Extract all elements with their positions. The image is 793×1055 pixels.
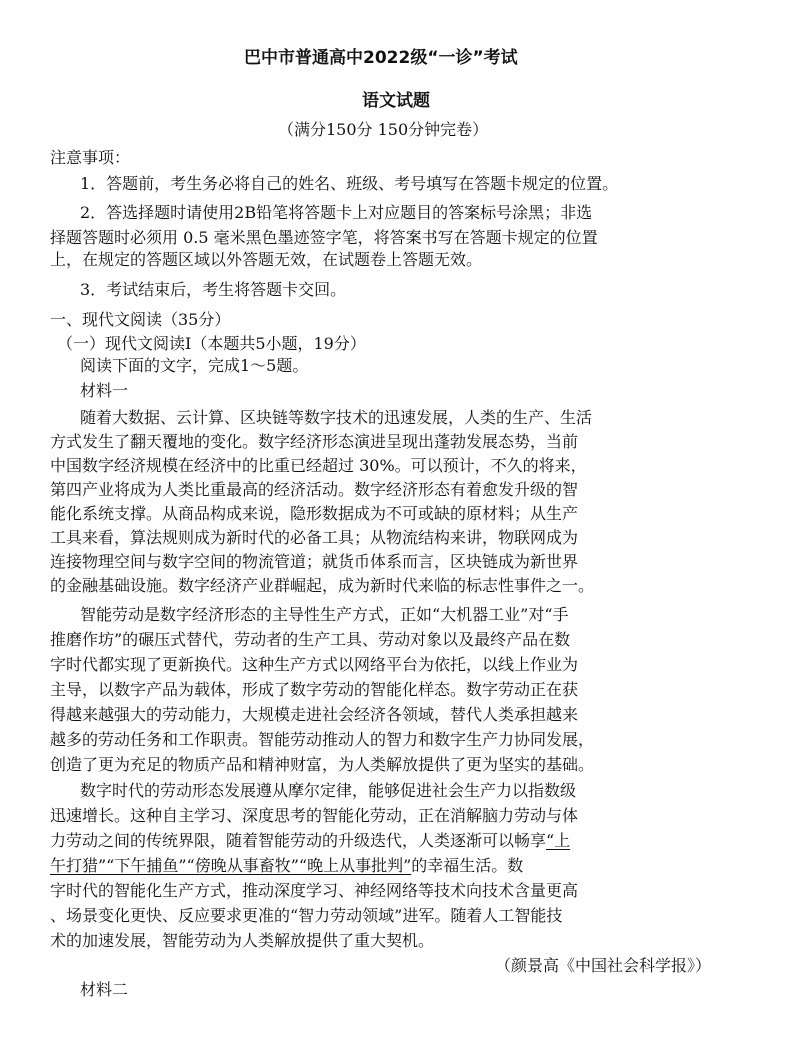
section-heading-part1: 一、现代文阅读（35分） xyxy=(50,310,231,329)
passage-line: 随着大数据、云计算、区块链等数字技术的迅速发展，人类的生产、生活 xyxy=(80,408,593,427)
passage-line: 创造了更为充足的物质产品和精神财富，为人类解放提供了更为坚实的基础。 xyxy=(50,755,595,774)
passage-line: 第四产业将成为人类比重最高的经济活动。数字经济形态有着愈发升级的智 xyxy=(50,480,579,499)
passage-line: 能化系统支撑。从商品构成来说，隐形数据成为不可或缺的原材料；从生产 xyxy=(50,504,579,523)
passage-line: 连接物理空间与数字空间的物流管道；就货币体系而言，区块链成为新世界 xyxy=(50,552,579,571)
notice-item-2-line-2: 择题答题时必须用 0.5 毫米黑色墨迹签字笔，将答案书写在答题卡规定的位置 xyxy=(50,228,598,247)
notice-item-2-line-1: 2．答选择题时请使用2B铅笔将答题卡上对应题目的答案标号涂黑；非选 xyxy=(80,203,593,222)
passage-line: 术的加速发展，智能劳动为人类解放提供了重大契机。 xyxy=(50,931,435,950)
passage-line: 越多的劳动任务和工作职责。智能劳动推动人的智力和数字生产力协同发展， xyxy=(50,730,595,749)
passage-line: 迅速增长。这种自主学习、深度思考的智能化劳动，正在消解脑力劳动与体 xyxy=(50,806,579,825)
passage-line: 工具来看，算法规则成为新时代的必备工具；从物流结构来讲，物联网成为 xyxy=(50,528,579,547)
passage-line: 数字时代的劳动形态发展遵从摩尔定律，能够促进社会生产力以指数级 xyxy=(80,781,577,800)
passage-line xyxy=(50,831,570,851)
passage-line: 、场景变化更快、反应要求更准的“智力劳动领域”进军。随着人工智能技 xyxy=(50,906,563,925)
notice-heading: 注意事项： xyxy=(50,148,131,167)
material-1-label: 材料一 xyxy=(80,381,129,400)
passage-text: 力劳动之间的传统界限，随着智能劳动的升级迭代，人类逐渐可以畅享 xyxy=(50,831,547,850)
underlined-quote: 午打猎”“下午捕鱼”“傍晚从事畜牧”“晚上从事批判” xyxy=(50,856,412,875)
passage-line xyxy=(50,856,523,876)
section-heading-sub1: （一）现代文阅读Ⅰ（本题共5小题，19分） xyxy=(57,334,366,353)
material-2-label: 材料二 xyxy=(80,980,129,999)
passage-line: 字时代的智能化生产方式，推动深度学习、神经网络等技术向技术含量更高 xyxy=(50,881,579,900)
passage-line: 方式发生了翻天覆地的变化。数字经济形态演进呈现出蓬勃发展态势，当前 xyxy=(50,432,579,451)
passage-line: 推磨作坊”的碾压式替代，劳动者的生产工具、劳动对象以及最终产品在数 xyxy=(50,630,571,649)
exam-subject: 语文试题 xyxy=(362,91,430,111)
passage-line: 得越来越强大的劳动能力，大规模走进社会经济各领域，替代人类承担越来 xyxy=(50,705,579,724)
notice-item-3: 3．考试结束后，考生将答题卡交回。 xyxy=(80,280,347,299)
passage-line: 中国数字经济规模在经济中的比重已经超过 30%。可以预计，不久的将来， xyxy=(50,456,587,475)
passage-line: 智能劳动是数字经济形态的主导性生产方式，正如“大机器工业”对“手 xyxy=(80,605,569,624)
exam-title: 巴中市普通高中2022级“一诊”考试 xyxy=(244,48,518,68)
passage-line: 的金融基础设施。数字经济产业群崛起，成为新时代来临的标志性事件之一。 xyxy=(50,576,595,595)
reading-instruction: 阅读下面的文字，完成1～5题。 xyxy=(80,356,309,375)
underlined-quote: “上 xyxy=(546,831,571,850)
source-citation: （颜景高《中国社会科学报》） xyxy=(495,956,712,975)
passage-text: 的幸福生活。数 xyxy=(411,856,524,875)
passage-line: 字时代都实现了更新换代。这种生产方式以网络平台为依托，以线上作业为 xyxy=(50,655,579,674)
notice-item-2-line-3: 上，在规定的答题区域以外答题无效，在试题卷上答题无效。 xyxy=(50,250,483,269)
passage-line: 主导，以数字产品为载体，形成了数字劳动的智能化样态。数字劳动正在获 xyxy=(50,680,579,699)
exam-scoring: （满分150分 150分钟完卷） xyxy=(278,120,489,139)
notice-item-1: 1．答题前，考生务必将自己的姓名、班级、考号填写在答题卡规定的位置。 xyxy=(80,174,619,193)
